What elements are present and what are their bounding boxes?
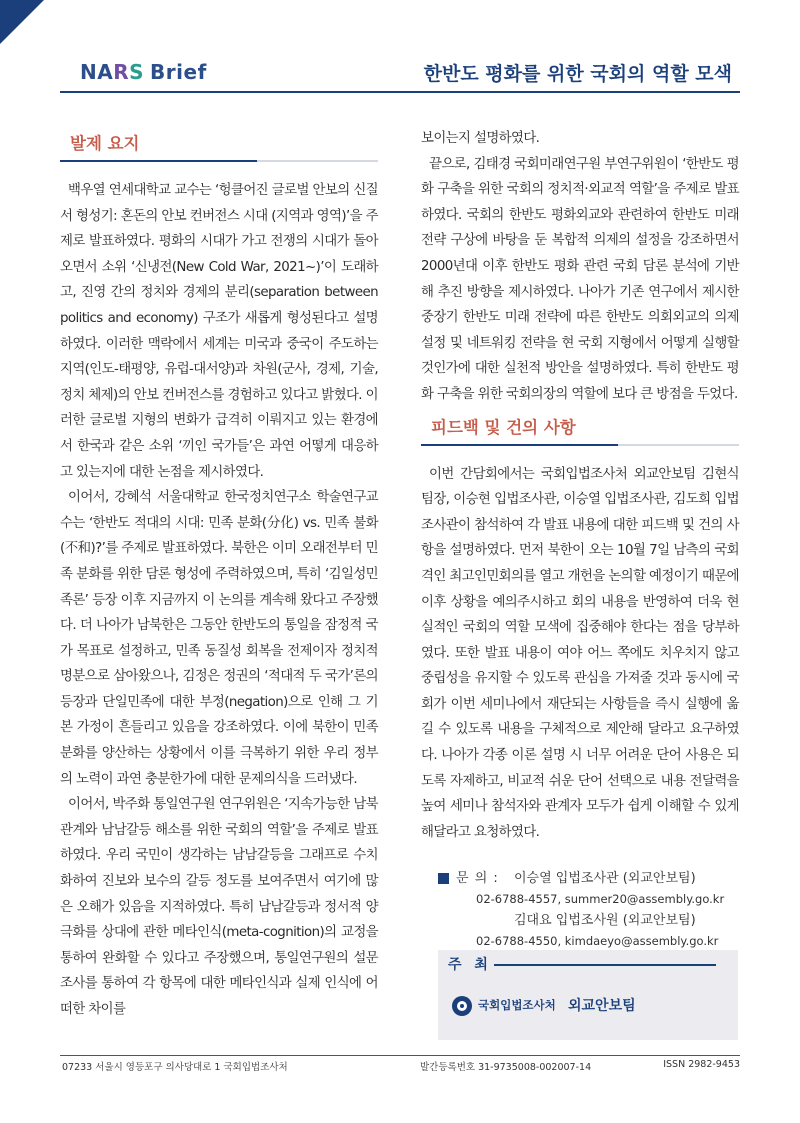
- contact-person-1-info: 02-6788-4557, summer20@assembly.go.kr: [476, 892, 725, 906]
- feedback-heading: 피드백 및 건의 사항: [431, 417, 576, 437]
- sponsor-organization: 국회입법조사처: [478, 998, 556, 1012]
- summary-heading-rule: [60, 160, 378, 162]
- sponsor-unit: 외교안보팀: [568, 998, 636, 1014]
- feedback-heading-rule: [421, 444, 739, 446]
- logo-brief-text: Brief: [150, 60, 207, 84]
- summary-paragraph-3-continued: 보이는지 설명하였다.: [421, 131, 540, 146]
- header-divider: [60, 91, 740, 93]
- corner-decoration: [0, 0, 44, 44]
- sponsor-box: [438, 950, 738, 1040]
- feedback-paragraph: 이번 간담회에서는 국회입법조사처 외교안보팀 김현식 팀장, 이승현 입법조사관, 이승열 입법조사관, 김도희 입법조사관이 참석하여 각 발표 내용에 대한 피드백 및 건의 사항을 설명하였다. 먼저 북한이 오는 10월 7일 남측의 국회 격인 최고인민회의를 열고 개헌을 논의할 예정이기 때문에 이후 상황을 예의주시하고 회의 내용을 반영하여 더욱 현실적인 국회의 역할 모색에 집중해야 한다는 점을 당부하였다. 또한 발표 내용이 여야 어느 쪽에도 치우치지 않고 중립성을 유지할 수 있도록 관심을 가져줄 것과 동시에 국회가 이번 세미나에서 재단되는 사항들을 즉시 실행에 옮길 수 있도록 내용을 구체적으로 제안해 달라고 요구하였다. 나아가 각종 이론 설명 시 너무 어려운 단어 사용은 되도록 자제하고, 비교적 쉬운 단어 선택으로 내용 전달력을 높여 세미나 참석자와 관계자 모두가 쉽게 이해할 수 있게 해달라고 요청하였다.: [421, 466, 739, 840]
- contact-person-2: 김대요 입법조사원 (외교안보팀): [514, 913, 696, 928]
- left-column: [60, 130, 378, 1023]
- contact-label: 문 의 :: [456, 871, 499, 886]
- summary-heading: 발제 요지: [70, 134, 140, 153]
- footer-issn: ISSN 2982-9453: [663, 1059, 740, 1070]
- sponsor-rule: [494, 964, 716, 966]
- footer-divider: [60, 1055, 740, 1056]
- nars-brief-logo: NARS Brief: [80, 60, 207, 84]
- summary-paragraph-2: 이어서, 강혜석 서울대학교 한국정치연구소 학술연구교수는 ‘한반도 적대의 시대: 민족 분화(分化) vs. 민족 불화(不和)?’를 주제로 발표하였다. 북한은 이미 오래전부터 민족 분화를 위한 담론 형성에 주력하였으며, 특히 ‘김일성민족론’ 등장 이후 지금까지 이 논의를 계속해 왔다고 주장했다. 더 나아가 남북한은 그동안 한반도의 통일을 잠정적 국가 목표로 설정하고, 민족 동질성 회복을 전제이자 정치적 명분으로 삼아왔으나, 김정은 정권의 ‘적대적 두 국가’론의 등장과 단일민족에 대한 부정(negation)으로 인해 그 기본 가정이 흔들리고 있음을 강조하였다. 이에 북한이 민족 분화를 양산하는 상황에서 이를 극복하기 위한 우리 정부의 노력이 과연 충분한가에 대한 문제의식을 드러냈다.: [60, 490, 378, 787]
- footer-registration: 발간등록번호 31-9735008-002007-14: [420, 1062, 592, 1073]
- summary-paragraph-4: 끝으로, 김태경 국회미래연구원 부연구위원이 ‘한반도 평화 구축을 위한 국회의 정치적·외교적 역할’을 주제로 발표하였다. 국회의 한반도 평화외교와 관련하여 한반도 미래 전략 구상에 바탕을 둔 복합적 의제의 설정을 강조하면서 2000년대 이후 한반도 평화 관련 국회 담론 분석에 기반해 추진 방향을 제시하였다. 나아가 기존 연구에서 제시한 중장기 한반도 미래 전략에 따른 한반도 의회외교의 의제 설정 및 네트워킹 전략을 현 국회 지형에서 어떻게 실행할 것인가에 대한 실천적 방안을 설명하였다. 특히 한반도 평화 구축을 위한 국회의장의 역할에 보다 큰 방점을 두었다.: [421, 156, 739, 402]
- contact-person-2-info: 02-6788-4550, kimdaeyo@assembly.go.kr: [476, 934, 719, 948]
- summary-paragraph-1: 백우열 연세대학교 교수는 ‘헝클어진 글로벌 안보의 신질서 형성기: 혼돈의 안보 컨버전스 시대 (지역과 영역)’을 주제로 발표하였다. 평화의 시대가 가고 전쟁의 시대가 돌아오면서 소위 ‘신냉전(New Cold War, 2021~)’이 도래하고, 진영 간의 정치와 경제의 분리(separation between politics and economy) 구조가 새롭게 형성된다고 설명하였다. 이러한 맥락에서 세계는 미국과 중국이 주도하는 지역(인도-태평양, 유럽-대서양)과 차원(군사, 경제, 기술, 정치 체제)의 안보 컨버전스를 경험하고 있다고 밝혔다. 이러한 글로벌 지형의 변화가 급격히 이뤄지고 있는 환경에서 한국과 같은 소위 ‘끼인 국가들’은 과연 어떻게 대응하고 있는지에 대한 논점을 제시하였다.: [60, 183, 378, 480]
- contact-block: [438, 868, 738, 952]
- contact-person-1: 이승열 입법조사관 (외교안보팀): [514, 871, 696, 886]
- sponsor-heading: 주 최: [448, 957, 492, 973]
- summary-paragraph-3: 이어서, 박주화 통일연구원 연구위원은 ‘지속가능한 남북관계와 남남갈등 해소를 위한 국회의 역할’을 주제로 발표하였다. 우리 국민이 생각하는 남남갈등을 그래프로 수치화하여 진보와 보수의 갈등 정도를 보여주면서 여기에 많은 오해가 있음을 지적하였다. 특히 남남갈등과 정서적 양극화를 상대에 관한 메타인식(meta-cognition)의 교정을 통하여 완화할 수 있다고 주장했으며, 통일연구원의 설문조사를 통하여 각 항목에 대한 메타인식과 실제 인식에 어떠한 차이를: [60, 797, 378, 1017]
- right-column: [421, 126, 739, 845]
- assembly-emblem-icon: [452, 996, 472, 1016]
- document-title: 한반도 평화를 위한 국회의 역할 모색: [423, 63, 732, 85]
- contact-bullet-icon: [438, 873, 449, 884]
- footer-address: 07233 서울시 영등포구 의사당대로 1 국회입법조사처: [62, 1062, 288, 1073]
